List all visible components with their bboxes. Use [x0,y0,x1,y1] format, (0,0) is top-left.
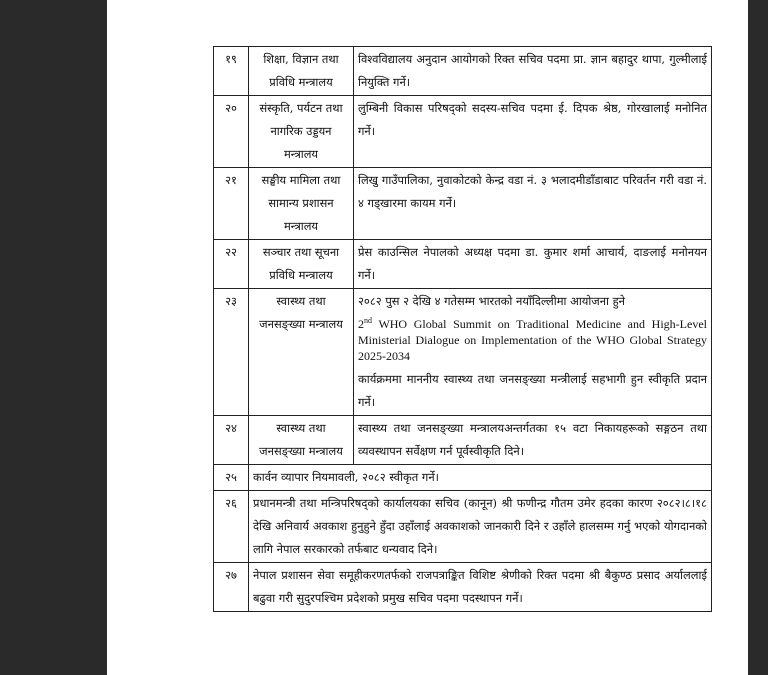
decision-cell: नेपाल प्रशासन सेवा समूहीकरणतर्फको राजपत्राङ्कित विशिष्ट श्रेणीको रिक्त पदमा श्री बैकुण्ठ प्रसाद अर्याललाई बढुवा गरी सुदुरपश्चिम प्रदेशको प्रमुख सचिव पदमा पदस्थापन गर्ने। [249,563,712,612]
decision-cell: लुम्बिनी विकास परिषद्को सदस्य-सचिव पदमा ई. दिपक श्रेष्ठ, गोरखालाई मनोनित गर्ने। [354,96,712,168]
decision-cell: कार्वन व्यापार नियमावली, २०८२ स्वीकृत गर्ने। [249,465,712,491]
left-dark-margin [0,0,107,675]
decision-text-post: कार्यक्रममा माननीय स्वास्थ्य तथा जनसङ्ख्या मन्त्रीलाई सहभागी हुन स्वीकृति प्रदान गर्ने। [358,372,707,409]
document-page [107,0,748,675]
event-title: WHO Global Summit on Traditional Medicine and High-Level Ministerial Dialogue on Implementation of the WHO Global Strategy 2025-2034 [358,317,707,363]
table-row [214,168,712,240]
table-row [214,289,712,416]
row-number: २५ [214,465,249,491]
ordinal-number: 2 [358,317,364,331]
decision-cell [354,289,712,416]
row-number: २६ [214,491,249,563]
row-number: २० [214,96,249,168]
row-number: २२ [214,240,249,289]
right-dark-margin [748,0,768,675]
decision-text-pre: २०८२ पुस २ देखि ४ गतेसम्म भारतको नयाँदिल्लीमा आयोजना हुने [358,294,625,308]
row-number: २४ [214,416,249,465]
decision-cell: प्रधानमन्त्री तथा मन्त्रिपरिषद्को कार्यालयका सचिव (कानून) श्री फणीन्द्र गौतम उमेर हदका कारण २०८२।८।१८ देखि अनिवार्य अवकाश हुनुहुने हुँदा उहाँलाई अवकाशको जानकारी दिने र उहाँले हालसम्म गर्नु भएको योगदानको लागि नेपाल सरकारको तर्फबाट धन्यवाद दिने। [249,491,712,563]
ministry-cell: संस्कृति, पर्यटन तथा नागरिक उड्डयन मन्त्रालय [249,96,354,168]
ministry-cell: सञ्चार तथा सूचना प्रविधि मन्त्रालय [249,240,354,289]
decision-text-english [358,316,707,364]
ordinal-suffix: nd [364,316,372,325]
ministry-cell: सङ्घीय मामिला तथा सामान्य प्रशासन मन्त्रालय [249,168,354,240]
decision-cell: विश्वविद्यालय अनुदान आयोगको रिक्त सचिव पदमा प्रा. ज्ञान बहादुर थापा, गुल्मीलाई नियुक्ति गर्ने। [354,47,712,96]
table-row [214,416,712,465]
row-number: २३ [214,289,249,416]
decision-cell: प्रेस काउन्सिल नेपालको अध्यक्ष पदमा डा. कुमार शर्मा आचार्य, दाङलाई मनोनयन गर्ने। [354,240,712,289]
ministry-cell: स्वास्थ्य तथा जनसङ्ख्या मन्त्रालय [249,289,354,416]
table-row [214,47,712,96]
table-row [214,96,712,168]
table-row [214,563,712,612]
table-row [214,491,712,563]
decision-cell: स्वास्थ्य तथा जनसङ्ख्या मन्त्रालयअन्तर्गतका १५ वटा निकायहरूको सङ्गठन तथा व्यवस्थापन सर्वेक्षण गर्न पूर्वस्वीकृति दिने। [354,416,712,465]
ministry-cell: शिक्षा, विज्ञान तथा प्रविधि मन्त्रालय [249,47,354,96]
row-number: २७ [214,563,249,612]
decision-cell: लिखु गाउँपालिका, नुवाकोटको केन्द्र वडा नं. ३ भलादमीडाँडाबाट परिवर्तन गरी वडा नं. ४ गड्खारमा कायम गर्ने। [354,168,712,240]
row-number: २१ [214,168,249,240]
decisions-table [213,46,712,612]
table-row [214,240,712,289]
row-number: १९ [214,47,249,96]
table-row [214,465,712,491]
ministry-cell: स्वास्थ्य तथा जनसङ्ख्या मन्त्रालय [249,416,354,465]
